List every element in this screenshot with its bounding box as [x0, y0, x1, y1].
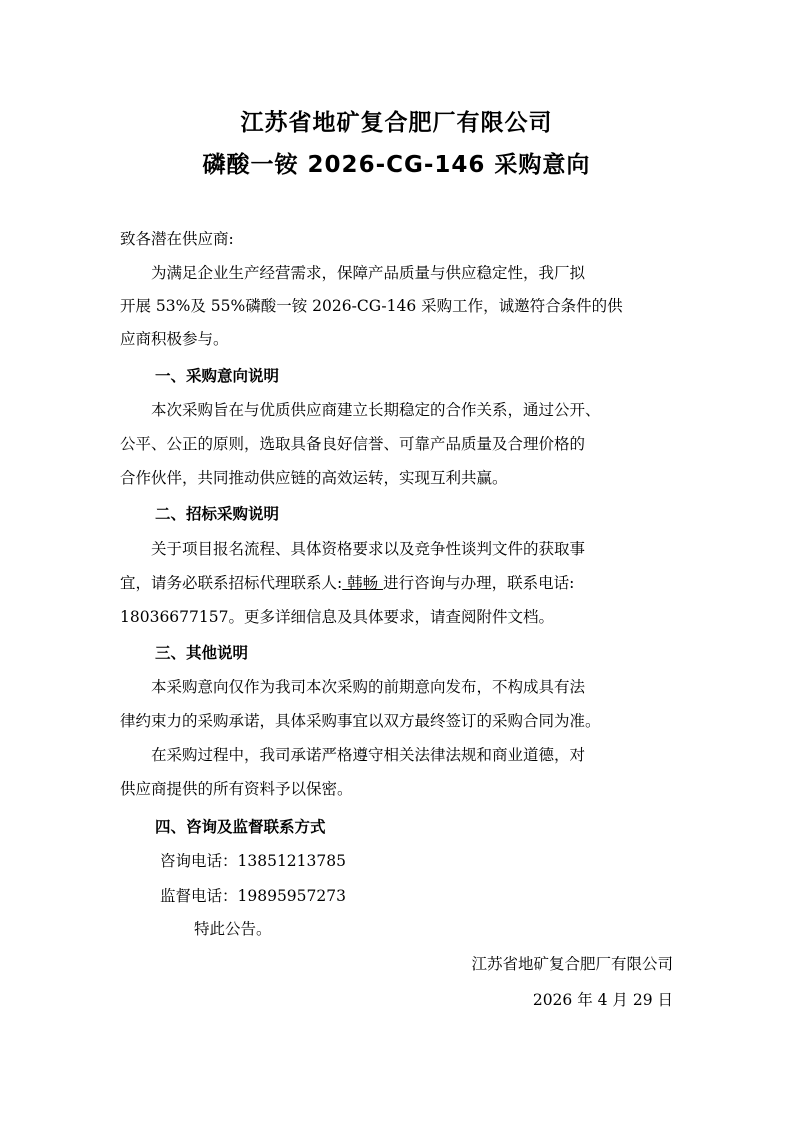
intro-line-3: 应商积极参与。 — [120, 330, 229, 348]
doc-title-subject: 磷酸一铵 2026-CG-146 采购意向 — [202, 152, 591, 178]
doc-title-company: 江苏省地矿复合肥厂有限公司 — [240, 110, 553, 136]
footer-company: 江苏省地矿复合肥厂有限公司 — [471, 955, 673, 973]
section-2-line-1: 关于项目报名流程、具体资格要求以及竞争性谈判文件的获取事 — [151, 540, 586, 558]
agent-contact-name: 韩畅 — [342, 574, 384, 592]
section-3-line-1: 本采购意向仅作为我司本次采购的前期意向发布，不构成具有法 — [151, 678, 586, 696]
section-2-heading: 二、招标采购说明 — [155, 505, 280, 523]
section-3-line-2: 律约束力的采购承诺，具体采购事宜以双方最终签订的采购合同为准。 — [120, 712, 601, 730]
closing-note: 特此公告。 — [194, 920, 272, 938]
section-3-heading: 三、其他说明 — [155, 644, 249, 662]
intro-line-1: 为满足企业生产经营需求，保障产品质量与供应稳定性，我厂拟 — [151, 264, 586, 282]
section-4-heading: 四、咨询及监督联系方式 — [155, 818, 326, 836]
section-2-line-3: 18036677157。更多详细信息及具体要求，请查阅附件文档。 — [120, 608, 554, 626]
footer-date: 2026 年 4 月 29 日 — [532, 991, 673, 1009]
section-1-line-2: 公平、公正的原则，选取具备良好信誉、可靠产品质量及合理价格的 — [120, 435, 586, 453]
section-1-line-1: 本次采购旨在与优质供应商建立长期稳定的合作关系，通过公开、 — [151, 401, 601, 419]
section-3-line-4: 供应商提供的所有资料予以保密。 — [120, 780, 353, 798]
greeting: 致各潜在供应商: — [120, 230, 234, 248]
section-2-line-2 — [120, 573, 574, 593]
section-2-line-2-suffix: 进行咨询与办理，联系电话: — [383, 574, 575, 592]
supervise-phone: 监督电话：19895957273 — [160, 887, 346, 905]
section-3-line-3: 在采购过程中，我司承诺严格遵守相关法律法规和商业道德，对 — [151, 746, 586, 764]
intro-line-2: 开展 53%及 55%磷酸一铵 2026-CG-146 采购工作，诚邀符合条件的供 — [120, 297, 623, 315]
section-1-line-3: 合作伙伴，共同推动供应链的高效运转，实现互利共赢。 — [120, 469, 508, 487]
section-1-heading: 一、采购意向说明 — [155, 367, 280, 385]
section-2-line-2-prefix: 宜，请务必联系招标代理联系人: — [120, 574, 343, 592]
consult-phone: 咨询电话：13851213785 — [160, 852, 346, 870]
